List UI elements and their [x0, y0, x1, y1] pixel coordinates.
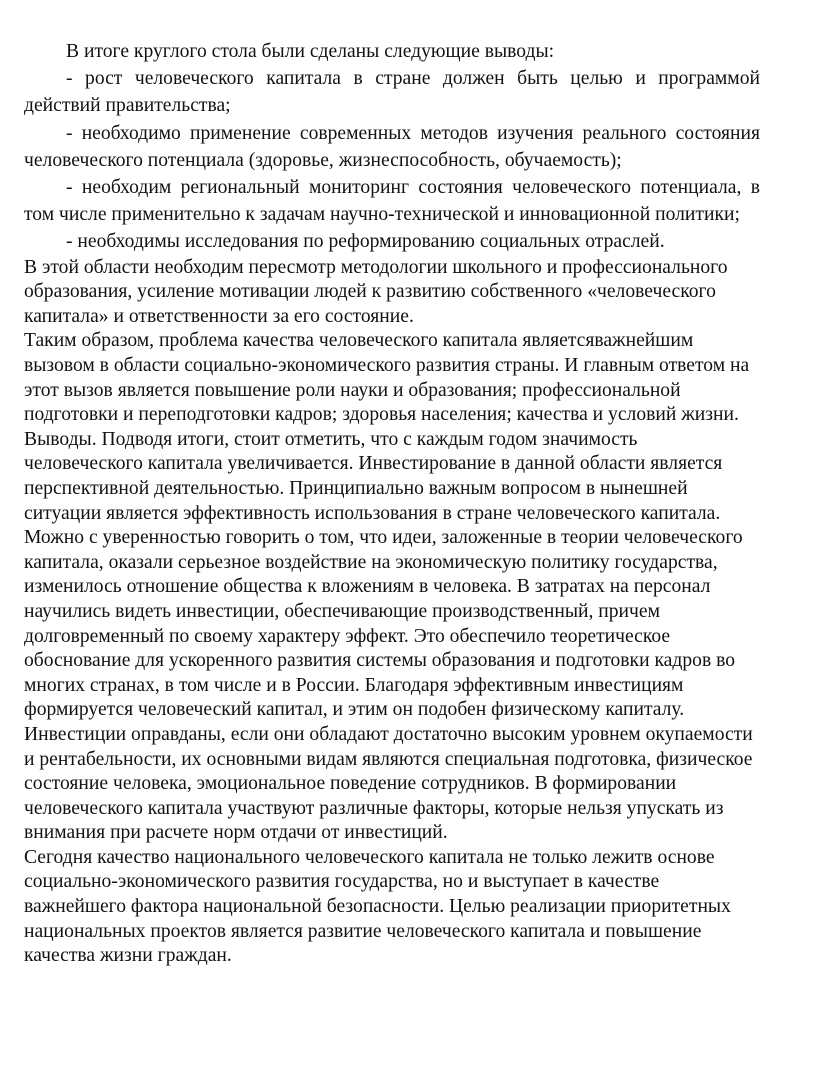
- paragraph: Таким образом, проблема качества человеческого капитала являетсяважнейшим вызовом в области социально-экономического развития страны. И главным ответом на этот вызов является повышение роли науки и образования; профессиональной подготовки и переподготовки кадров; здоровья населения; качества и условий жизни.: [24, 330, 750, 426]
- list-item: - необходимы исследования по реформированию социальных отраслей.: [66, 231, 665, 253]
- body-text: [24, 256, 760, 969]
- paragraph: В этой области необходим пересмотр методологии школьного и профессионального образования, усиление мотивации людей к развитию собственного «человеческого капитала» и ответственности за его состояние.: [24, 256, 728, 327]
- intro-line: В итоге круглого стола были сделаны следующие выводы:: [66, 41, 555, 62]
- document-page: [24, 38, 760, 969]
- paragraph: Выводы. Подводя итоги, стоит отметить, что с каждым годом значимость человеческого капитала увеличивается. Инвестирование в данной области является перспективной деятельностью. Принципиально важным вопросом в нынешней ситуации является эффективность использования в стране человеческого капитала.: [24, 428, 723, 524]
- list-item: - необходим региональный мониторинг состояния человеческого потенциала, в том числе применительно к задачам научно-технической и инновационной политики;: [24, 177, 760, 226]
- conclusions-list: [24, 38, 760, 256]
- paragraph: Сегодня качество национального человеческого капитала не только лежитв основе социально-экономического развития государства, но и выступает в качестве важнейшего фактора национальной безопасности. Целью реализации приоритетных национальных проектов является развитие человеческого капитала и повышение качества жизни граждан.: [24, 846, 731, 967]
- list-item: - необходимо применение современных методов изучения реального состояния человеческого потенциала (здоровье, жизнеспособность, обучаемость);: [24, 122, 760, 171]
- list-item: - рост человеческого капитала в стране должен быть целью и программой действий правительства;: [24, 68, 760, 117]
- paragraph: Можно с уверенностью говорить о том, что идеи, заложенные в теории человеческого капитала, оказали серьезное воздействие на экономическую политику государства, изменилось отношение общества к вложениям в человека. В затратах на персонал научились видеть инвестиции, обеспечивающие производственный, причем долговременный по своему характеру эффект. Это обеспечило теоретическое обоснование для ускоренного развития системы образования и подготовки кадров во многих странах, в том числе и в России. Благодаря эффективным инвестициям формируется человеческий капитал, и этим он подобен физическому капиталу. Инвестиции оправданы, если они обладают достаточно высоким уровнем окупаемости и рентабельности, их основными видам являются специальная подготовка, физическое состояние человека, эмоциональное поведение сотрудников. В формировании человеческого капитала участвуют различные факторы, которые нельзя упускать из внимания при расчете норм отдачи от инвестиций.: [24, 527, 753, 844]
